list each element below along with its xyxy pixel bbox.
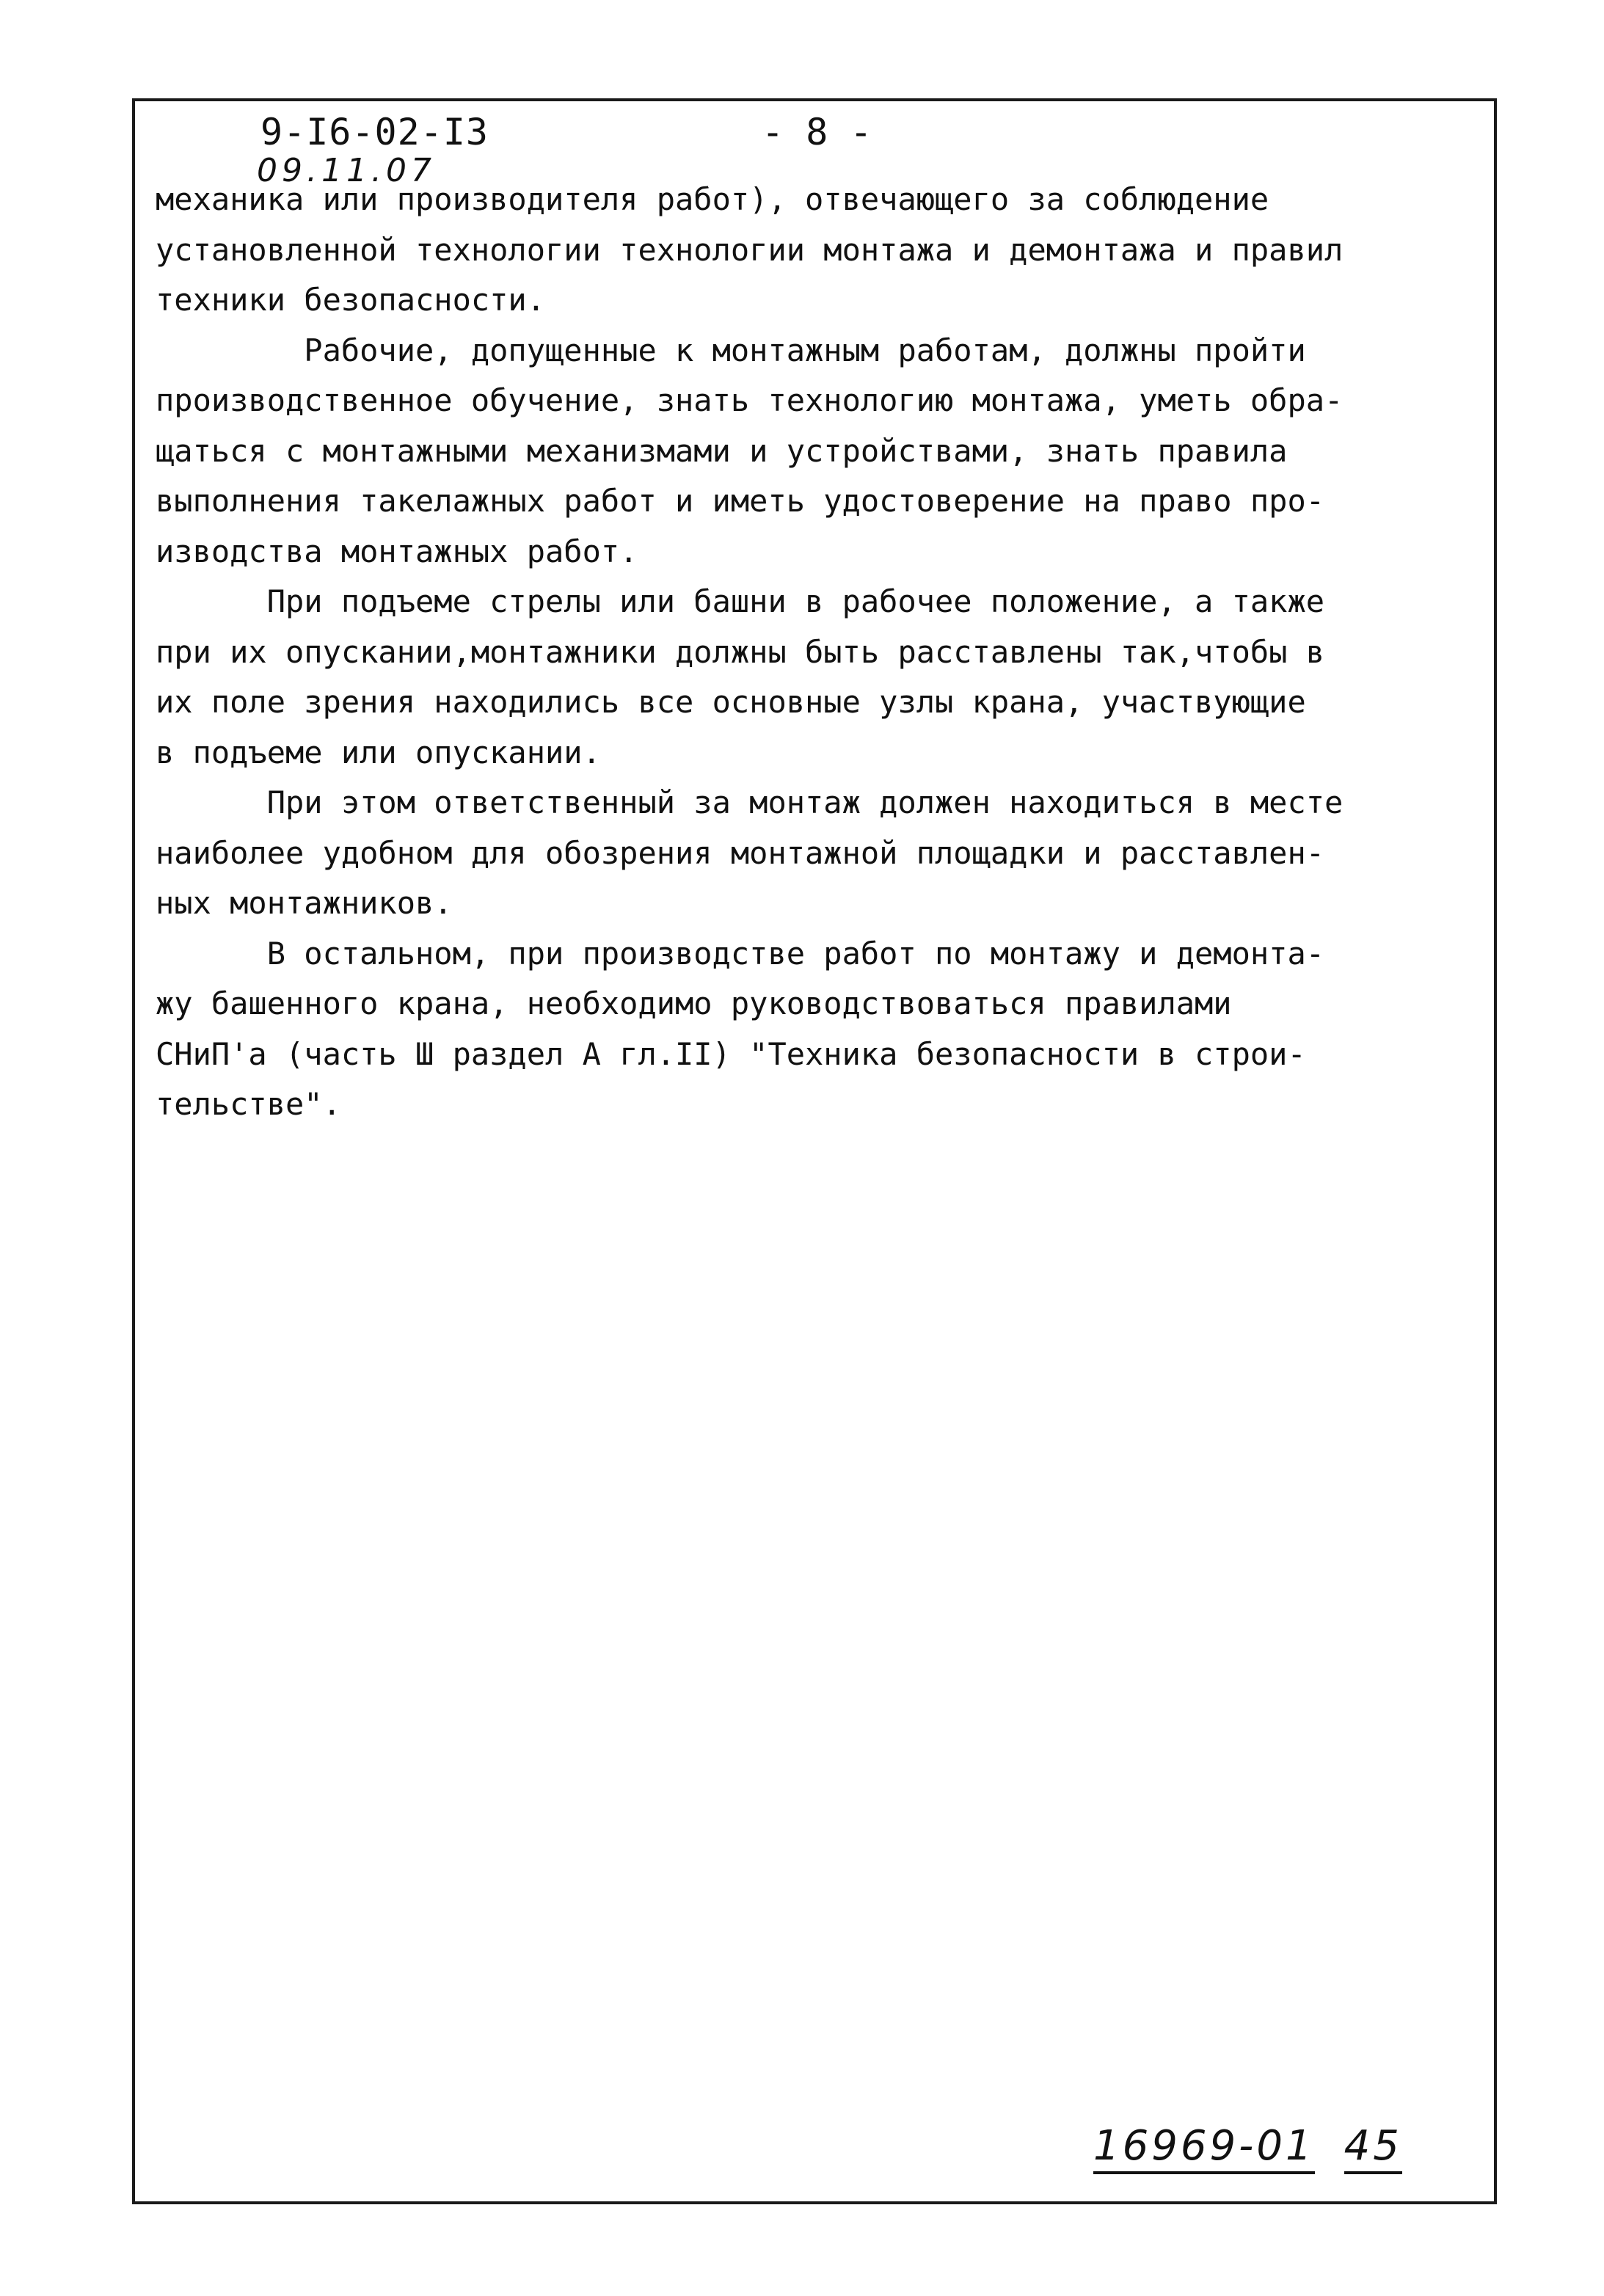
text-line: Рабочие, допущенные к монтажным работам, должны пройти [156, 332, 1306, 368]
inventory-number: 16969-01 [1093, 2122, 1315, 2174]
body-text [156, 175, 1498, 1130]
text-line: СНиП'а (часть Ш раздел А гл.II) "Техника безопасности в строи- [156, 1035, 1306, 1072]
text-line: изводства монтажных работ. [156, 533, 638, 569]
handwritten-date: 09.11.07 [257, 152, 436, 189]
text-line: выполнения такелажных работ и иметь удостоверение на право про- [156, 483, 1325, 519]
page-number: - 8 - [762, 111, 872, 153]
handwritten-inventory-number [1093, 2121, 1402, 2172]
text-line: При этом ответственный за монтаж должен находиться в месте [156, 784, 1344, 820]
text-line: щаться с монтажными механизмами и устройствами, знать правила [156, 432, 1288, 469]
text-line: установленной технологии технологии монтажа и демонтажа и правил [156, 231, 1344, 268]
text-line: техники безопасности. [156, 282, 546, 318]
text-line: при их опускании,монтажники должны быть расставлены так,чтобы в [156, 633, 1325, 670]
document-code: 9-I6-02-I3 [260, 111, 489, 153]
text-line: механика или производителя работ), отвечающего за соблюдение [156, 181, 1269, 217]
text-line: При подъеме стрелы или башни в рабочее положение, а также [156, 583, 1325, 619]
text-line: наиболее удобном для обозрения монтажной площадки и расставлен- [156, 834, 1325, 871]
text-line: ных монтажников. [156, 885, 453, 921]
text-line: в подъеме или опускании. [156, 734, 601, 770]
sheet-number: 45 [1344, 2122, 1402, 2174]
text-line: производственное обучение, знать технологию монтажа, уметь обра- [156, 382, 1344, 418]
text-line: В остальном, при производстве работ по монтажу и демонта- [156, 935, 1325, 972]
text-line: жу башенного крана, необходимо руководствоваться правилами [156, 985, 1232, 1021]
text-line: их поле зрения находились все основные узлы крана, участвующие [156, 684, 1306, 720]
text-line: тельстве". [156, 1086, 341, 1122]
